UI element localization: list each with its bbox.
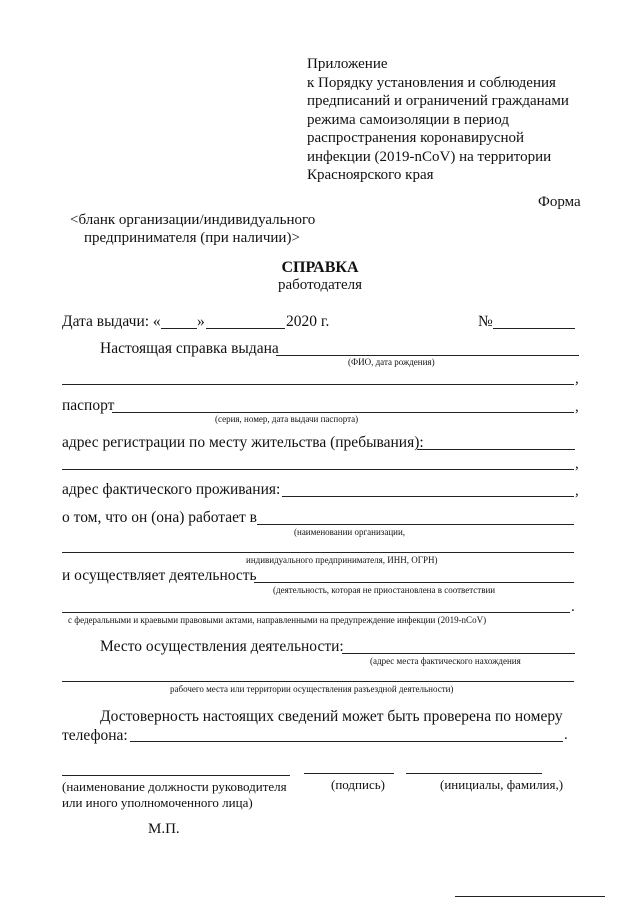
place-caption: (адрес места фактического нахождения xyxy=(370,656,521,666)
activity-caption: (деятельность, которая не приостановлена в соответствии xyxy=(273,585,496,595)
organization-field-line[interactable] xyxy=(257,524,574,525)
organization-caption-2: индивидуального предпринимателя, ИНН, ОГРН) xyxy=(246,555,438,565)
period: . xyxy=(564,727,568,743)
appendix-line: Приложение xyxy=(307,56,388,72)
passport-field-line[interactable] xyxy=(112,412,574,413)
signature-field-line[interactable] xyxy=(304,773,394,774)
passport-caption: (серия, номер, дата выдачи паспорта) xyxy=(215,414,359,424)
phone-label: телефона: xyxy=(62,727,128,744)
stamp-place: М.П. xyxy=(148,821,180,837)
document-subtitle: работодателя xyxy=(277,277,363,293)
activity-caption-2: с федеральными и краевыми правовыми актами, направленными на предупреждение инфекции (2019-nCoV) xyxy=(68,615,487,625)
appendix-line: предписаний и ограничений гражданами xyxy=(307,93,569,109)
position-caption-2: или иного уполномоченного лица) xyxy=(62,795,253,810)
fio-field-line[interactable] xyxy=(276,355,579,356)
place-label: Место осуществления деятельности: xyxy=(100,638,344,655)
form-label: Форма xyxy=(538,194,581,210)
issue-year: 2020 г. xyxy=(286,313,330,330)
number-field-line[interactable] xyxy=(493,328,575,329)
registration-label: адрес регистрации по месту жительства (пребывания): xyxy=(62,434,424,451)
fio-continuation-line[interactable] xyxy=(62,384,574,385)
footer-rule xyxy=(455,896,605,897)
number-sign: № xyxy=(478,313,493,330)
registration-field-line[interactable] xyxy=(417,449,575,450)
issue-date-label: Дата выдачи: « xyxy=(62,313,161,330)
appendix-line: инфекции (2019-nCoV) на территории xyxy=(307,148,552,165)
document-title: СПРАВКА xyxy=(281,259,359,276)
registration-continuation-line[interactable] xyxy=(62,469,574,470)
activity-continuation-line[interactable] xyxy=(62,612,570,613)
comma: , xyxy=(575,371,579,387)
issue-date-quote: » xyxy=(197,313,205,330)
letterhead-line1: <бланк организации/индивидуального xyxy=(70,212,316,228)
organization-caption: (наименовании организации, xyxy=(294,527,406,537)
issued-to-label: Настоящая справка выдана xyxy=(100,340,279,357)
activity-field-line[interactable] xyxy=(254,582,574,583)
comma: , xyxy=(575,483,579,499)
initials-field-line[interactable] xyxy=(406,773,542,774)
place-caption-2: рабочего места или территории осуществления разъездной деятельности) xyxy=(170,684,454,694)
actual-address-label: адрес фактического проживания: xyxy=(62,481,281,498)
letterhead-line2: предпринимателя (при наличии)> xyxy=(84,230,300,246)
organization-continuation-line[interactable] xyxy=(62,552,574,553)
place-field-line[interactable] xyxy=(342,653,575,654)
activity-label: и осуществляет деятельность xyxy=(62,567,257,584)
period: . xyxy=(571,599,575,615)
works-at-label: о том, что он (она) работает в xyxy=(62,509,257,526)
passport-label: паспорт xyxy=(62,397,115,414)
month-field-line[interactable] xyxy=(206,328,285,329)
appendix-line: Красноярского края xyxy=(307,167,434,183)
position-caption: (наименование должности руководителя xyxy=(62,779,287,794)
signature-caption: (подпись) xyxy=(331,777,385,792)
fio-caption: (ФИО, дата рождения) xyxy=(348,357,435,367)
initials-caption: (инициалы, фамилия,) xyxy=(440,777,564,792)
phone-field-line[interactable] xyxy=(130,741,563,742)
appendix-line: распространения коронавирусной xyxy=(307,130,524,146)
position-field-line[interactable] xyxy=(62,775,290,776)
actual-address-field-line[interactable] xyxy=(282,496,574,497)
verification-text: Достоверность настоящих сведений может быть проверена по номеру xyxy=(100,708,563,725)
comma: , xyxy=(575,456,579,472)
appendix-block xyxy=(307,55,569,185)
appendix-line: к Порядку установления и соблюдения xyxy=(307,74,556,91)
day-field-line[interactable] xyxy=(161,328,197,329)
place-continuation-line[interactable] xyxy=(62,681,574,682)
comma: , xyxy=(575,399,579,415)
appendix-line: режима самоизоляции в период xyxy=(307,111,509,128)
